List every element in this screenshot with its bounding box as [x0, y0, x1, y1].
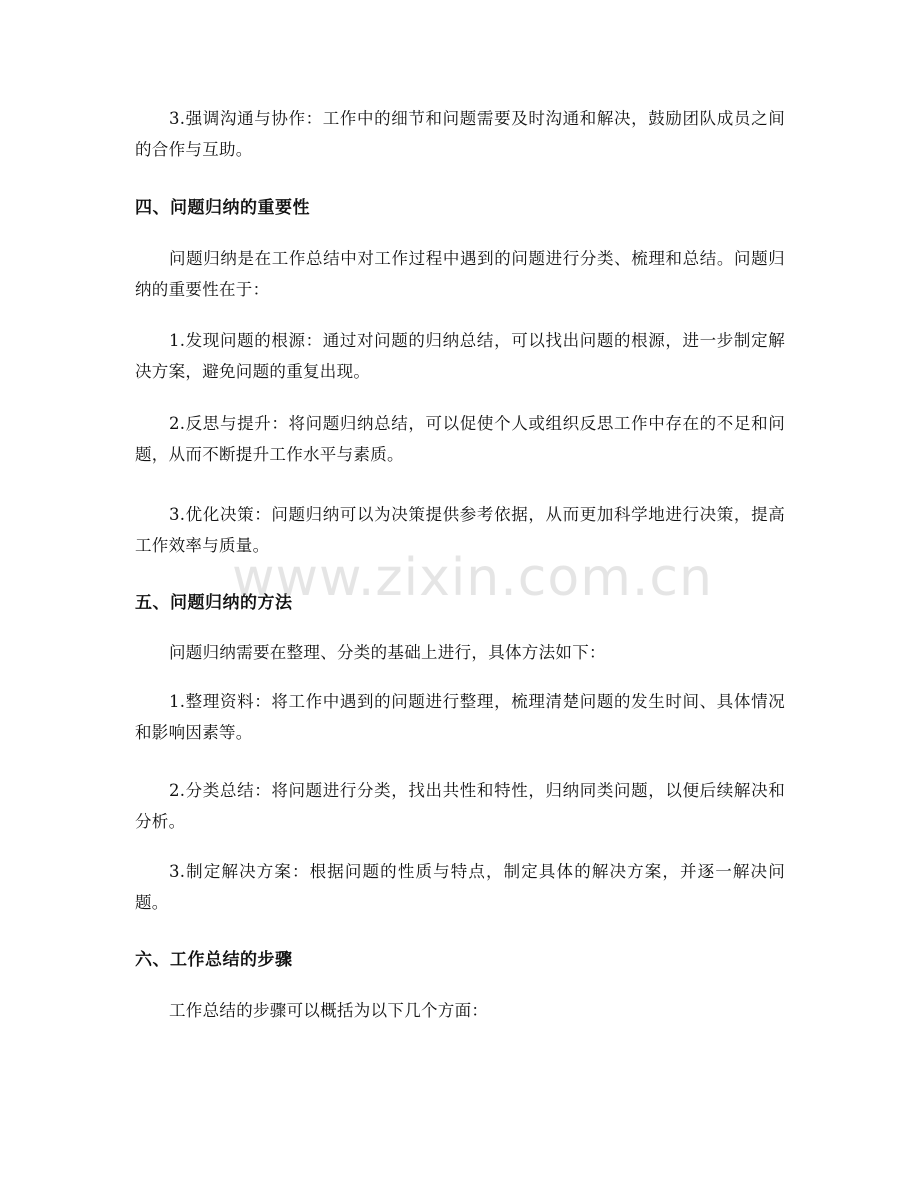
paragraph-find-root: 1.发现问题的根源：通过对问题的归纳总结，可以找出问题的根源，进一步制定解决方案，避免问题的重复出现。 — [135, 331, 785, 381]
paragraph-solution: 3.制定解决方案：根据问题的性质与特点，制定具体的解决方案，并逐一解决问题。 — [135, 862, 785, 912]
paragraph-intro-importance: 问题归纳是在工作总结中对工作过程中遇到的问题进行分类、梳理和总结。问题归纳的重要性在于： — [135, 249, 785, 299]
paragraph-organize: 1.整理资料：将工作中遇到的问题进行整理，梳理清楚问题的发生时间、具体情况和影响因素等。 — [135, 692, 785, 742]
paragraph-optimize: 3.优化决策：问题归纳可以为决策提供参考依据，从而更加科学地进行决策，提高工作效率与质量。 — [135, 505, 785, 555]
paragraph-steps-intro: 工作总结的步骤可以概括为以下几个方面： — [169, 1001, 489, 1020]
paragraph-reflect: 2.反思与提升：将问题归纳总结，可以促使个人或组织反思工作中存在的不足和问题，从而不断提升工作水平与素质。 — [135, 414, 785, 464]
section-heading-4: 四、问题归纳的重要性 — [135, 198, 310, 218]
paragraph-classify: 2.分类总结：将问题进行分类，找出共性和特性，归纳同类问题，以便后续解决和分析。 — [135, 781, 785, 831]
section-heading-6: 六、工作总结的步骤 — [135, 950, 293, 970]
section-heading-5: 五、问题归纳的方法 — [135, 593, 293, 613]
watermark: www.zixin.com.cn — [232, 548, 713, 608]
paragraph-communication: 3.强调沟通与协作：工作中的细节和问题需要及时沟通和解决，鼓励团队成员之间的合作与互助。 — [135, 109, 785, 159]
paragraph-intro-method: 问题归纳需要在整理、分类的基础上进行，具体方法如下： — [169, 643, 606, 662]
